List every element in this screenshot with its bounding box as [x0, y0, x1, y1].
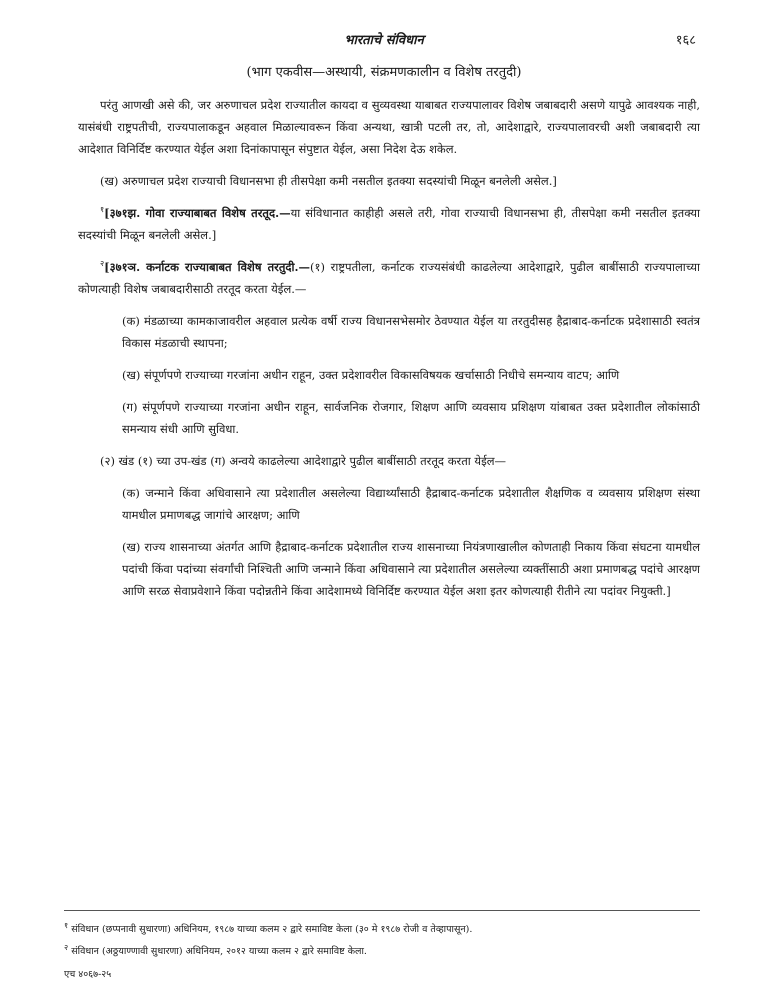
clause-2: (२) खंड (१) च्या उप-खंड (ग) अन्वये काढलेल्या आदेशाद्वारे पुढील बाबींसाठी तरतूद करता येईल—	[100, 454, 507, 468]
part-heading: (भाग एकवीस—अस्थायी, संक्रमणकालीन व विशेष तरतुदी)	[246, 65, 522, 80]
article-371i-heading: [३७१झ. गोवा राज्याबाबत विशेष तरतूद.—	[104, 206, 291, 220]
body-text	[78, 94, 700, 612]
footnote-1-mark: १	[64, 920, 69, 930]
page-number: १६८	[675, 33, 696, 48]
footnote-divider	[64, 910, 700, 911]
article-371j-heading: [३७१ञ. कर्नाटक राज्याबाबत विशेष तरतुदी.—	[104, 260, 310, 274]
running-title: भारताचे संविधान	[344, 33, 424, 48]
article-371i	[78, 202, 700, 246]
footnote-2-text: संविधान (अठ्ठयाण्णावी सुधारणा) अधिनियम, २०१२ याच्या कलम २ द्वारे समाविष्ट केला.	[71, 946, 367, 957]
footnote-2-mark: २	[64, 942, 69, 952]
subclause-ga-1: (ग) संपूर्णपणे राज्याच्या गरजांना अधीन राहून, सार्वजनिक रोजगार, शिक्षण आणि व्यवसाय प्रशिक्षण यांबाबत उक्त प्रदेशातील लोकांसाठी समन्याय संधी आणि सुविधा.	[122, 400, 700, 436]
paragraph-clause-kha: (ख) अरुणाचल प्रदेश राज्याची विधानसभा ही तीसपेक्षा कमी नसतील इतक्या सदस्यांची मिळून बनलेली असेल.]	[100, 174, 557, 188]
subclause-ka-1: (क) मंडळाच्या कामकाजावरील अहवाल प्रत्येक वर्षी राज्य विधानसभेसमोर ठेवण्यात येईल या तरतुदीसह हैद्राबाद-कर्नाटक प्रदेशासाठी स्वतंत्र विकास मंडळाची स्थापना;	[122, 314, 700, 350]
footnote-1	[64, 919, 704, 941]
article-371j-body: (१) राष्ट्रपतीला, कर्नाटक राज्यसंबंधी काढलेल्या आदेशाद्वारे, पुढील बाबींसाठी राज्यपालाच्या कोणत्याही विशेष जबाबदारीसाठी तरतूद करता येईल.—	[78, 260, 700, 296]
footnote-marker-1: १	[100, 205, 105, 215]
paragraph-proviso: परंतु आणखी असे की, जर अरुणाचल प्रदेश राज्यातील कायदा व सुव्यवस्था याबाबत राज्यपालावर विशेष जबाबदारी असणे यापुढे आवश्यक नाही, यासंबंधी राष्ट्रपतीची, राज्यपालाकडून अहवाल मिळाल्यावरून किंवा अन्यथा, खात्री पटली तर, तो, आदेशाद्वारे, राज्यपालावरची अशी जबाबदारी त्या आदेशात विनिर्दिष्ट करण्यात येईल अशा दिनांकापासून संपुष्टात येईल, असा निदेश देऊ शकेल.	[78, 98, 700, 156]
subclause-ka-2: (क) जन्माने किंवा अधिवासाने त्या प्रदेशातील असलेल्या विद्यार्थ्यांसाठी हैद्राबाद-कर्नाटक प्रदेशातील शैक्षणिक व व्यवसाय प्रशिक्षण संस्था यामधील प्रमाणबद्ध जागांचे आरक्षण; आणि	[122, 486, 700, 522]
subclause-kha-1: (ख) संपूर्णपणे राज्याच्या गरजांना अधीन राहून, उक्त प्रदेशावरील विकासविषयक खर्चासाठी निधीचे समन्याय वाटप; आणि	[122, 368, 620, 382]
footnote-1-text: संविधान (छप्पनावी सुधारणा) अधिनियम, १९८७ याच्या कलम २ द्वारे समाविष्ट केला (३० मे १९८७ रोजी व तेव्हापासून).	[71, 924, 473, 935]
subclause-kha-2: (ख) राज्य शासनाच्या अंतर्गत आणि हैद्राबाद-कर्नाटक प्रदेशातील राज्य शासनाच्या नियंत्रणाखालील कोणताही निकाय किंवा संघटना यामधील पदांची किंवा पदांच्या संवर्गांची निश्चिती आणि जन्माने किंवा अधिवासाने त्या प्रदेशातील असलेल्या व्यक्तींसाठी अशा प्रमाणबद्ध पदांचे आरक्षण आणि सरळ सेवाप्रवेशाने किंवा पदोन्नतीने किंवा आदेशामध्ये विनिर्दिष्ट करण्यात येईल अशा इतर कोणत्याही रीतीने त्या पदांवर नियुक्ती.]	[122, 540, 700, 598]
footnote-marker-2: २	[100, 259, 105, 269]
article-371j	[78, 256, 700, 300]
print-code: एच ४०६७-२५	[64, 969, 112, 980]
footnotes	[64, 919, 704, 963]
article-371i-body: या संविधानात काहीही असले तरी, गोवा राज्याची विधानसभा ही, तीसपेक्षा कमी नसतील इतक्या सदस्यांची मिळून बनलेली असेल.]	[78, 206, 700, 242]
footnote-2	[64, 941, 704, 963]
